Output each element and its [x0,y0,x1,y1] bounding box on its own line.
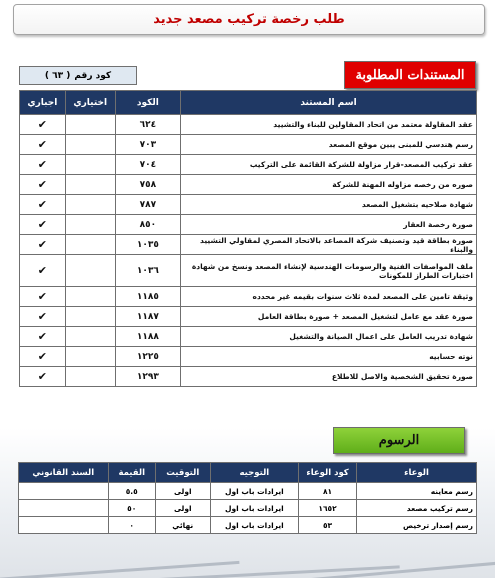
doc-code: ٧٨٧ [115,195,180,215]
doc-row [20,327,477,347]
doc-row [20,175,477,195]
doc-name: صورة عقد مع عامل لتشغيل المصعد + صورة بطاقة العامل [181,307,477,327]
doc-mandatory-mark: ✔ [20,115,66,135]
doc-code: ٧٠٤ [115,155,180,175]
fee-direction: ايرادات باب اول [210,500,298,517]
fee-value: ٠ [108,517,155,534]
doc-mandatory-mark: ✔ [20,215,66,235]
doc-row [20,235,477,255]
doc-optional-mark [65,367,115,387]
docs-header-name: اسم المستند [181,91,477,115]
service-code-label: كود رقم [74,70,112,81]
fee-direction: ايرادات باب اول [210,483,298,500]
doc-mandatory-mark: ✔ [20,327,66,347]
fees-header-timing: التوقيت [155,463,210,483]
doc-mandatory-mark: ✔ [20,175,66,195]
fee-value: ٥٠ [108,500,155,517]
doc-optional-mark [65,255,115,287]
doc-mandatory-mark: ✔ [20,235,66,255]
doc-mandatory-mark: ✔ [20,135,66,155]
doc-code: ٧٠٣ [115,135,180,155]
doc-name: شهادة تدريب العامل على اعمال الصيانة والتشغيل [181,327,477,347]
decorative-stripes [0,556,495,578]
doc-optional-mark [65,175,115,195]
doc-row [20,195,477,215]
service-code-value: ( ٦٣ ) [44,70,71,81]
doc-name: عقد المقاولة معتمد من اتحاد المقاولين للبناء والتشييد [181,115,477,135]
fee-legal-basis [19,483,109,500]
doc-code: ١١٨٧ [115,307,180,327]
doc-optional-mark [65,135,115,155]
fee-timing: نهائي [155,517,210,534]
doc-name: شهادة صلاحيه بتشغيل المصعد [181,195,477,215]
required-docs-table [19,90,477,387]
doc-mandatory-mark: ✔ [20,307,66,327]
doc-mandatory-mark: ✔ [20,287,66,307]
doc-row [20,215,477,235]
doc-row [20,115,477,135]
doc-code: ١٢٩٣ [115,367,180,387]
docs-header-row [20,91,477,115]
fee-container-code: ٨١ [299,483,357,500]
fee-direction: ايرادات باب اول [210,517,298,534]
fees-header-value: القيمة [108,463,155,483]
doc-mandatory-mark: ✔ [20,255,66,287]
doc-mandatory-mark: ✔ [20,347,66,367]
doc-optional-mark [65,195,115,215]
doc-mandatory-mark: ✔ [20,155,66,175]
doc-mandatory-mark: ✔ [20,367,66,387]
doc-row [20,155,477,175]
doc-row [20,347,477,367]
doc-code: ١٠٣٥ [115,235,180,255]
doc-name: وثيقة تامين على المصعد لمدة ثلاث سنوات بقيمه غير محدده [181,287,477,307]
doc-row [20,367,477,387]
doc-optional-mark [65,235,115,255]
doc-code: ١١٨٨ [115,327,180,347]
doc-name: عقد تركيب المصعد-قرار مزاولة للشركة القائمة على التركيب [181,155,477,175]
fee-container: رسم إصدار ترخيص [356,517,476,534]
service-code-box [19,66,137,85]
fee-container: رسم معاينه [356,483,476,500]
fee-timing: اولى [155,483,210,500]
page-title: طلب رخصة تركيب مصعد جديد [13,4,485,35]
fees-header-legal-basis: السند القانوني [19,463,109,483]
fee-container: رسم تركيب مصعد [356,500,476,517]
fees-table [18,462,477,534]
docs-header-code: الكود [115,91,180,115]
fees-header-container: الوعاء [356,463,476,483]
doc-name: صورة رخصة العقار [181,215,477,235]
doc-code: ١١٨٥ [115,287,180,307]
fee-timing: اولى [155,500,210,517]
fee-value: ٥.٥ [108,483,155,500]
doc-optional-mark [65,347,115,367]
doc-code: ٧٥٨ [115,175,180,195]
doc-row [20,307,477,327]
fee-container-code: ١٦٥٢ [299,500,357,517]
doc-optional-mark [65,155,115,175]
doc-optional-mark [65,327,115,347]
doc-name: صوره من رخصه مزاوله المهنة للشركة [181,175,477,195]
doc-row [20,255,477,287]
doc-optional-mark [65,215,115,235]
doc-name: نوته حسابيه [181,347,477,367]
doc-row [20,135,477,155]
doc-optional-mark [65,115,115,135]
doc-optional-mark [65,287,115,307]
fees-header-container-code: كود الوعاء [299,463,357,483]
doc-optional-mark [65,307,115,327]
fee-container-code: ٥٣ [299,517,357,534]
docs-header-mandatory: اجباري [20,91,66,115]
doc-code: ١٢٢٥ [115,347,180,367]
fee-legal-basis [19,517,109,534]
fee-row [19,517,477,534]
doc-name: رسم هندسي للمبنى يبين موقع المصعد [181,135,477,155]
fee-legal-basis [19,500,109,517]
doc-code: ١٠٣٦ [115,255,180,287]
doc-code: ٨٥٠ [115,215,180,235]
fees-header-row [19,463,477,483]
fee-row [19,500,477,517]
doc-row [20,287,477,307]
doc-code: ٦٢٤ [115,115,180,135]
fees-header-direction: التوجيه [210,463,298,483]
fees-title: الرسوم [333,427,465,454]
required-docs-title: المستندات المطلوبة [344,61,476,89]
doc-name: صورة بطاقة قيد وتصنيف شركة المصاعد بالاتحاد المصري لمقاولي التشييد والبناء [181,235,477,255]
docs-header-optional: اختياري [65,91,115,115]
doc-mandatory-mark: ✔ [20,195,66,215]
fee-row [19,483,477,500]
doc-name: صورة تحقيق الشخصية والاصل للاطلاع [181,367,477,387]
doc-name: ملف المواصفات الفنية والرسومات الهندسية لإنشاء المصعد ونسخ من شهادة اختبارات الطراز للمكونات [181,255,477,287]
